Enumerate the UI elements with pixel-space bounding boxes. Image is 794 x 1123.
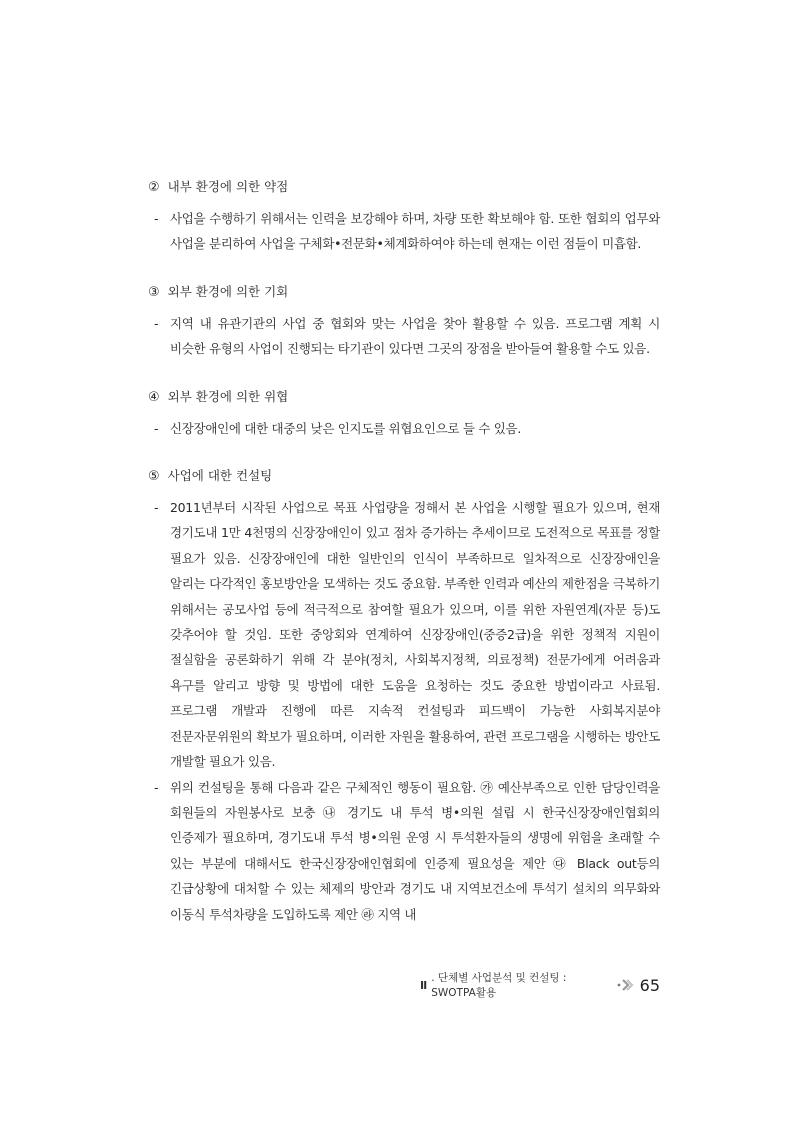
bullet-text: 2011년부터 시작된 사업으로 목표 사업량을 정해서 본 사업을 시행할 필요가 있으며, 현재 경기도내 1만 4천명의 신장장애인이 있고 점차 증가하는 추세이므로 도전적으로 목표를 정할 필요가 있음. 신장장애인에 대한 일반인의 인식이 부족하므로 일차적으로 신장장애인을 알리는 다각적인 홍보방안을 모색하는 것도 중요함. 부족한 인력과 예산의 제한점을 극복하기 위해서는 공모사업 등에 적극적으로 참여할 필요가 있으며, 이를 위한 자원연계(자문 등)도 갖추어야 할 것임. 또한 중앙회와 연계하여 신장장애인(중증2급)을 위한 정책적 지원이 절실함을 공론화하기 위해 각 분야(정치, 사회복지정책, 의료정책) 전문가에게 어려움과 욕구를 알리고 방향 및 방법에 대한 도움을 요청하는 것도 중요한 방법이라고 사료됨. 프로그램 개발과 진행에 따른 지속적 컨설팅과 피드백이 가능한 사회복지분야 전문자문위원의 확보가 필요하며, 이러한 자원을 활용하여, 관련 프로그램을 시행하는 방안도 개발할 필요가 있음. [170,500,660,770]
bullet-paragraph [148,311,660,362]
section-threat [148,388,660,441]
section-title: 내부 환경에 의한 약점 [167,179,289,194]
section-weakness [148,178,660,257]
dash-marker: - [154,211,159,226]
section-heading [148,388,660,407]
section-number: ② [148,180,160,195]
dash-marker: - [154,500,159,516]
dash-marker: - [154,420,159,436]
section-opportunity [148,283,660,362]
dash-marker: - [154,315,159,331]
section-number: ④ [148,389,160,405]
page-footer [420,970,660,1000]
footer-text: . 단체별 사업분석 및 컨설팅 : SWOTPA활용 [431,972,567,999]
bullet-paragraph [148,495,660,774]
bullet-text: 위의 컨설팅을 통해 다음과 같은 구체적인 행동이 필요함. ㉮ 예산부족으로 인한 담당인력을 회원들의 자원봉사로 보충 ㉯ 경기도 내 투석 병•의원 설립 시 한국신장장애인협회의 인증제가 필요하며, 경기도내 투석 병•의원 운영 시 투석환자들의 생명에 위험을 초래할 수 있는 부분에 대해서도 한국신장장애인협회에 인증제 필요성을 제안 ㉰ Black out등의 긴급상황에 대처할 수 있는 체제의 방안과 경기도 내 지역보건소에 투석기 설치의 의무화와 이동식 투석차량을 도입하도록 제안 ㉱ 지역 내 [170,779,660,922]
section-number: ⑤ [148,469,160,485]
section-title: 외부 환경에 의한 기회 [167,283,289,299]
chapter-numeral: Ⅱ [420,978,428,992]
dash-marker: - [154,779,159,795]
section-title: 사업에 대한 컨설팅 [167,468,273,484]
bullet-text: 지역 내 유관기관의 사업 중 협회와 맞는 사업을 찾아 활용할 수 있음. 프로그램 계획 시 비슷한 유형의 사업이 진행되는 타기관이 있다면 그곳의 장점을 받아들여 활용할 수도 있음. [170,315,660,357]
bullet-paragraph [148,206,660,257]
page-content [148,178,660,953]
section-title: 외부 환경에 의한 위협 [167,388,289,404]
bullet-text: 사업을 수행하기 위해서는 인력을 보강해야 하며, 차량 또한 확보해야 함. 또한 협회의 업무와 사업을 분리하여 사업을 구체화•전문화•체계화하여야 하는데 현재는 이런 점들이 미흡함. [170,211,660,252]
page-number: 65 [639,975,660,995]
section-number: ③ [148,284,160,300]
section-heading [148,178,660,197]
section-heading [148,283,660,302]
section-heading [148,467,660,486]
bullet-text: 신장장애인에 대한 대중의 낮은 인지도를 위협요인으로 들 수 있음. [170,420,521,436]
section-consulting [148,467,660,927]
chevron-right-icon [616,979,634,991]
bullet-paragraph [148,775,660,927]
bullet-paragraph [148,416,660,441]
